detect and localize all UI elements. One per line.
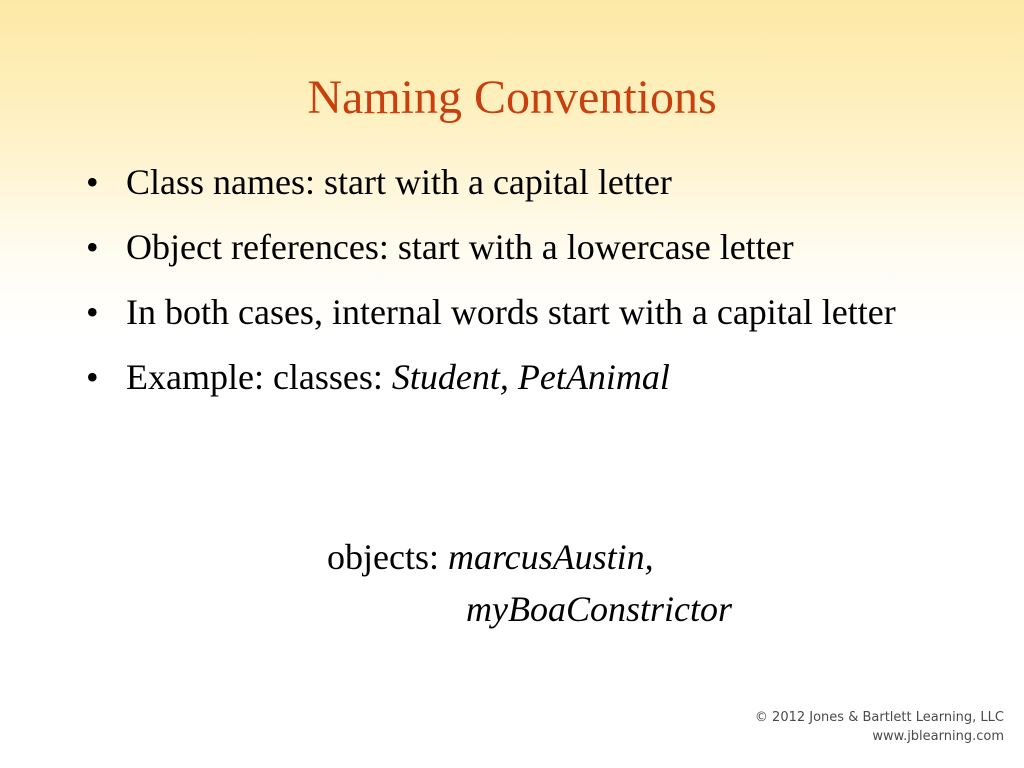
- example-objects-continuation: [466, 582, 732, 637]
- copyright-text: © 2012 Jones & Bartlett Learning, LLC: [754, 710, 1004, 725]
- bullet-icon: •: [86, 227, 99, 267]
- bullet-list: [86, 155, 906, 415]
- publisher-url: www.jblearning.com: [872, 729, 1004, 744]
- example-label: Example: classes:: [126, 357, 392, 397]
- bullet-icon: •: [86, 162, 99, 202]
- bullet-text: Object references: start with a lowercase letter: [126, 227, 794, 267]
- bullet-internal-words: [86, 285, 906, 340]
- example-objects-label: objects:: [327, 537, 448, 577]
- bullet-icon: •: [86, 292, 99, 332]
- bullet-object-references: [86, 220, 906, 275]
- bullet-icon: •: [86, 357, 99, 397]
- copyright-footer: [755, 708, 1004, 746]
- bullet-class-names: [86, 155, 906, 210]
- bullet-text: Class names: start with a capital letter: [126, 162, 672, 202]
- bullet-text: In both cases, internal words start with a capital letter: [126, 292, 896, 332]
- example-objects-line: [327, 530, 654, 585]
- slide-title: Naming Conventions: [307, 71, 717, 124]
- example-classes: Student, PetAnimal: [391, 357, 670, 397]
- example-objects-second: myBoaConstrictor: [466, 589, 732, 629]
- example-objects-first: marcusAustin,: [447, 537, 654, 577]
- bullet-example: [86, 350, 906, 405]
